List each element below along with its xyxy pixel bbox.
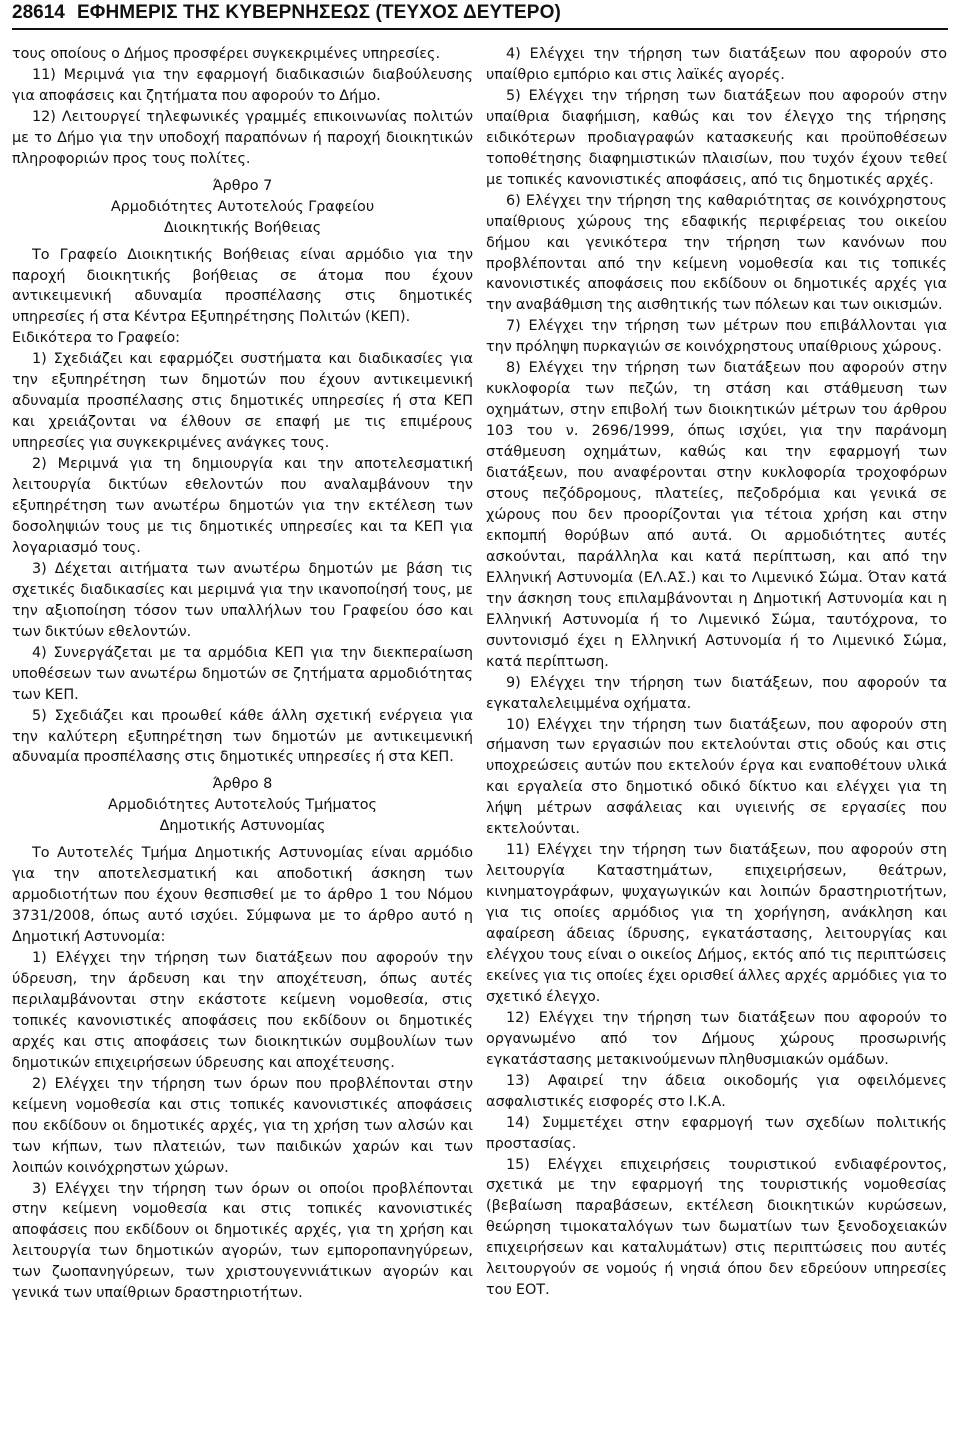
page-header [12, 2, 948, 28]
paragraph: 9) Ελέγχει την τήρηση των διατάξεων, που αφορούν τα εγκαταλελειμμένα οχήματα. [486, 674, 947, 712]
paragraph: 4) Ελέγχει την τήρηση των διατάξεων που αφορούν στο υπαίθριο εμπόριο και στις λαϊκές αγορές. [486, 46, 947, 83]
paragraph: 4) Συνεργάζεται με τα αρμόδια ΚΕΠ για την διεκπεραίωση υποθέσεων των ανωτέρω δημοτών σε ζητήματα αρμοδιότητας των ΚΕΠ. [12, 644, 473, 703]
paragraph: 11) Μεριμνά για την εφαρμογή διαδικασιών διαβούλευσης για αποφάσεις και ζητήματα που αφορούν το Δήμο. [12, 66, 473, 104]
header-rule [12, 28, 948, 30]
paragraph: 11) Ελέγχει την τήρηση των διατάξεων, που αφορούν στη λειτουργία Καταστημάτων, επιχειρήσεων, θεάτρων, κινηματογράφων, ψυχαγωγικών και λοιπών δραστηριοτήτων, για τις οποίες αρμόδιος για τη χορήγηση, ανάκληση και αφαίρεση άδειας ίδρυσης, εγκατάστασης, λειτουργίας και ελέγχου τους είναι ο οικείος Δήμος, εκτός από τις περιπτώσεις εκείνες για τις οποίες έχει ορισθεί άλλες αρχές αρμόδιες για το σχετικό έλεγχο. [486, 842, 947, 1005]
paragraph: 13) Αφαιρεί την άδεια οικοδομής για οφειλόμενες ασφαλιστικές εισφορές στο Ι.Κ.Α. [486, 1072, 947, 1110]
paragraph: 3) Δέχεται αιτήματα των ανωτέρω δημοτών με βάση τις σχετικές διαδικασίες και μεριμνά για την ικανοποίησή τους, με την αξιοποίηση τόσον των υπαλλήλων του Γραφείου όσο και των δικτύων εθελοντών. [12, 560, 473, 640]
paragraph: τους οποίους ο Δήμος προσφέρει συγκεκριμένες υπηρεσίες. [12, 46, 441, 62]
article-heading: Αρμοδιότητες Αυτοτελούς Τμήματος [107, 797, 378, 814]
paragraph: 1) Σχεδιάζει και εφαρμόζει συστήματα και διαδικασίες για την εξυπηρέτηση των δημοτών που έχουν αντικειμενική αδυναμία προσπέλασης στις δημοτικές υπηρεσίες ή στα ΚΕΠ και χρειάζονται να έλθουν σε επαφή με τις επιμέρους υπηρεσίες για συγκεκριμένες ανάγκες τους. [12, 351, 473, 452]
paragraph: 8) Ελέγχει την τήρηση των διατάξεων που αφορούν στην κυκλοφορία των πεζών, τη στάση και στάθμευση των οχημάτων, στην επιβολή των διοικητικών μέτρων του άρθρου 103 του ν. 2696/1999, όπως ισχύει, για την παράνομη στάθμευση οχημάτων, καθώς και την εφαρμογή των διατάξεων, που αναφέρονται στην κυκλοφορία τροχοφόρων στους πεζόδρομους, πλατείες, πεζοδρόμια και γενικά σε χώρους που δεν προορίζονται για τέτοια χρήση και στην εκπομπή θορύβων από αυτά. Οι αρμοδιότητες αυτές ασκούνται, παράλληλα και κατά περίπτωση, και από την Ελληνική Αστυνομία (ΕΛ.ΑΣ.) και το Λιμενικό Σώμα. Όταν κατά την άσκηση τους επιλαμβάνονται η Δημοτική Αστυνομία και η Ελληνική Αστυνομία ή το Λιμενικό Σώμα, ταυτόχρονα, το συντονισμό έχει η Ελληνική Αστυνομία ή το Λιμενικό Σώμα, κατά περίπτωση. [486, 360, 947, 670]
paragraph: 7) Ελέγχει την τήρηση των μέτρων που επιβάλλονται για την πρόληψη πυρκαγιών σε κοινόχρηστους υπαίθριους χώρους. [486, 318, 947, 356]
paragraph: 2) Μεριμνά για τη δημιουργία και την αποτελεσματική λειτουργία δικτύων εθελοντών που αναλαμβάνουν την εξυπηρέτηση των ανωτέρω δημοτών για την εκτέλεση των δοσοληψιών τους με τις δημοτικές υπηρεσίες και τα ΚΕΠ για λογαριασμό τους. [12, 456, 473, 556]
paragraph: 12) Λειτουργεί τηλεφωνικές γραμμές επικοινωνίας πολιτών με το Δήμο για την υποδοχή παραπόνων ή παροχή διοικητικών πληροφοριών προς τους πολίτες. [12, 108, 473, 167]
page-number: 28614 [12, 2, 65, 23]
paragraph: 3) Ελέγχει την τήρηση των όρων οι οποίοι προβλέπονται στην κείμενη νομοθεσία και στις τοπικές κανονιστικές αποφάσεις που εκδίδουν οι δημοτικές αρχές, για τη χρήση και λειτουργία των δημοτικών αγορών, των εμποροπανηγύρεων, των ζωοπανηγύρεων, των χριστουγεννιάτικων αγορών και γενικά των υπαίθριων δραστηριοτήτων. [12, 1180, 473, 1302]
paragraph: Το Γραφείο Διοικητικής Βοήθειας είναι αρμόδιο για την παροχή διοικητικής βοήθειας σε άτομα που έχουν αντικειμενική αδυναμία προσπέλασης στις δημοτικές υπηρεσίες ή στα Κέντρα Εξυπηρέτησης Πολιτών (ΚΕΠ). [12, 246, 473, 326]
paragraph: 2) Ελέγχει την τήρηση των όρων που προβλέπονται στην κείμενη νομοθεσία και στις τοπικές κανονιστικές αποφάσεις που εκδίδουν οι δημοτικές αρχές, για τη χρήση των αλσών και των κήπων, των πλατειών, των παιδικών χαρών και των λοιπών κοινόχρηστων χώρων. [12, 1075, 473, 1176]
article-heading: Δημοτικής Αστυνομίας [159, 818, 326, 835]
article-heading: Αρμοδιότητες Αυτοτελούς Γραφείου [110, 198, 375, 215]
paragraph: Ειδικότερα το Γραφείο: [12, 330, 181, 347]
paragraph: 6) Ελέγχει την τήρηση της καθαριότητας σε κοινόχρηστους υπαίθριους χώρους της εδαφικής περιφέρειας του οικείου δήμου και γενικότερα την τήρηση των κανόνων που προβλέπονται από την κείμενη νομοθεσία και τις τοπικές κανονιστικές αποφάσεις που εκδίδουν οι δημοτικές αρχές για την αναβάθμιση της αισθητικής των πόλεων και των οικισμών. [486, 192, 947, 314]
journal-title: ΕΦΗΜΕΡΙΣ ΤΗΣ ΚΥΒΕΡΝΗΣΕΩΣ (ΤΕΥΧΟΣ ΔΕΥΤΕΡΟ) [77, 2, 561, 23]
paragraph: 1) Ελέγχει την τήρηση των διατάξεων που αφορούν την ύδρευση, την άρδευση και την αποχέτευση, όπως αυτές περιλαμβάνονται στην εκάστοτε κείμενη νομοθεσία, στις τοπικές κανονιστικές αποφάσεις που εκδίδουν οι δημοτικές αρχές και στις αποφάσεις των διοικητικών συμβουλίων των δημοτικών επιχειρήσεων ύδρευσης και αποχέτευσης. [12, 950, 473, 1071]
paragraph: 5) Σχεδιάζει και προωθεί κάθε άλλη σχετική ενέργεια για την καλύτερη εξυπηρέτηση των δημοτών με αντικειμενική αδυναμία προσπέλασης στις δημοτικές υπηρεσίες ή στα ΚΕΠ. [12, 707, 473, 766]
left-column [12, 44, 473, 1304]
paragraph: 5) Ελέγχει την τήρηση των διατάξεων που αφορούν στην υπαίθρια διαφήμιση, καθώς και τον έλεγχο της τήρησης ειδικότερων προδιαγραφών κατασκευής και προϋποθέσεων τοποθέτησης διαφημιστικών πλαισίων, που τυχόν έχουν τεθεί με τοπικές κανονιστικές αποφάσεις, από τις δημοτικές αρχές. [486, 87, 947, 188]
paragraph: 12) Ελέγχει την τήρηση των διατάξεων που αφορούν το οργανωμένο από τον Δήμους χώρους προσωρινής εγκατάστασης μετακινούμενων πληθυσμιακών ομάδων. [486, 1009, 947, 1068]
paragraph: Το Αυτοτελές Τμήμα Δημοτικής Αστυνομίας είναι αρμόδιο για την αποτελεσματική και αποδοτική άσκηση των αρμοδιοτήτων που έχουν θεσπισθεί με το άρθρο 1 του Νόμου 3731/2008, όπως αυτό ισχύει. Σύμφωνα με το άρθρο αυτό η Δημοτική Αστυνομία: [12, 845, 473, 946]
article-heading: Άρθρο 8 [212, 776, 273, 793]
paragraph: 15) Ελέγχει επιχειρήσεις τουριστικού ενδιαφέροντος, σχετικά με την εφαρμογή της τουριστικής νομοθεσίας (βεβαίωση παραβάσεων, εκτέλεση διοικητικών κυρώσεων, θεώρηση τιμοκαταλόγων των δωματίων των ξενοδοχειακών επιχειρήσεων και καταλυμάτων) στις περιπτώσεις που αυτές λειτουργούν σε νομούς ή νησιά όπου δεν εδρεύουν υπηρεσίες του ΕΟΤ. [486, 1156, 947, 1299]
article-heading: Άρθρο 7 [212, 177, 273, 194]
paragraph: 14) Συμμετέχει στην εφαρμογή των σχεδίων πολιτικής προστασίας. [486, 1114, 947, 1152]
right-column [486, 44, 947, 1301]
article-heading: Διοικητικής Βοήθειας [163, 219, 322, 236]
paragraph: 10) Ελέγχει την τήρηση των διατάξεων, που αφορούν στη σήμανση των εργασιών που εκτελούνται στις οδούς και στις υποχρεώσεις αυτών που εκτελούν έργα και εναποθέτουν υλικά και εργαλεία στο δημοτικό οδικό δίκτυο και ελέγχει για τη λήψη μέτρων ασφάλειας και υγιεινής σε εργασίες που εκτελούνται. [486, 716, 947, 838]
